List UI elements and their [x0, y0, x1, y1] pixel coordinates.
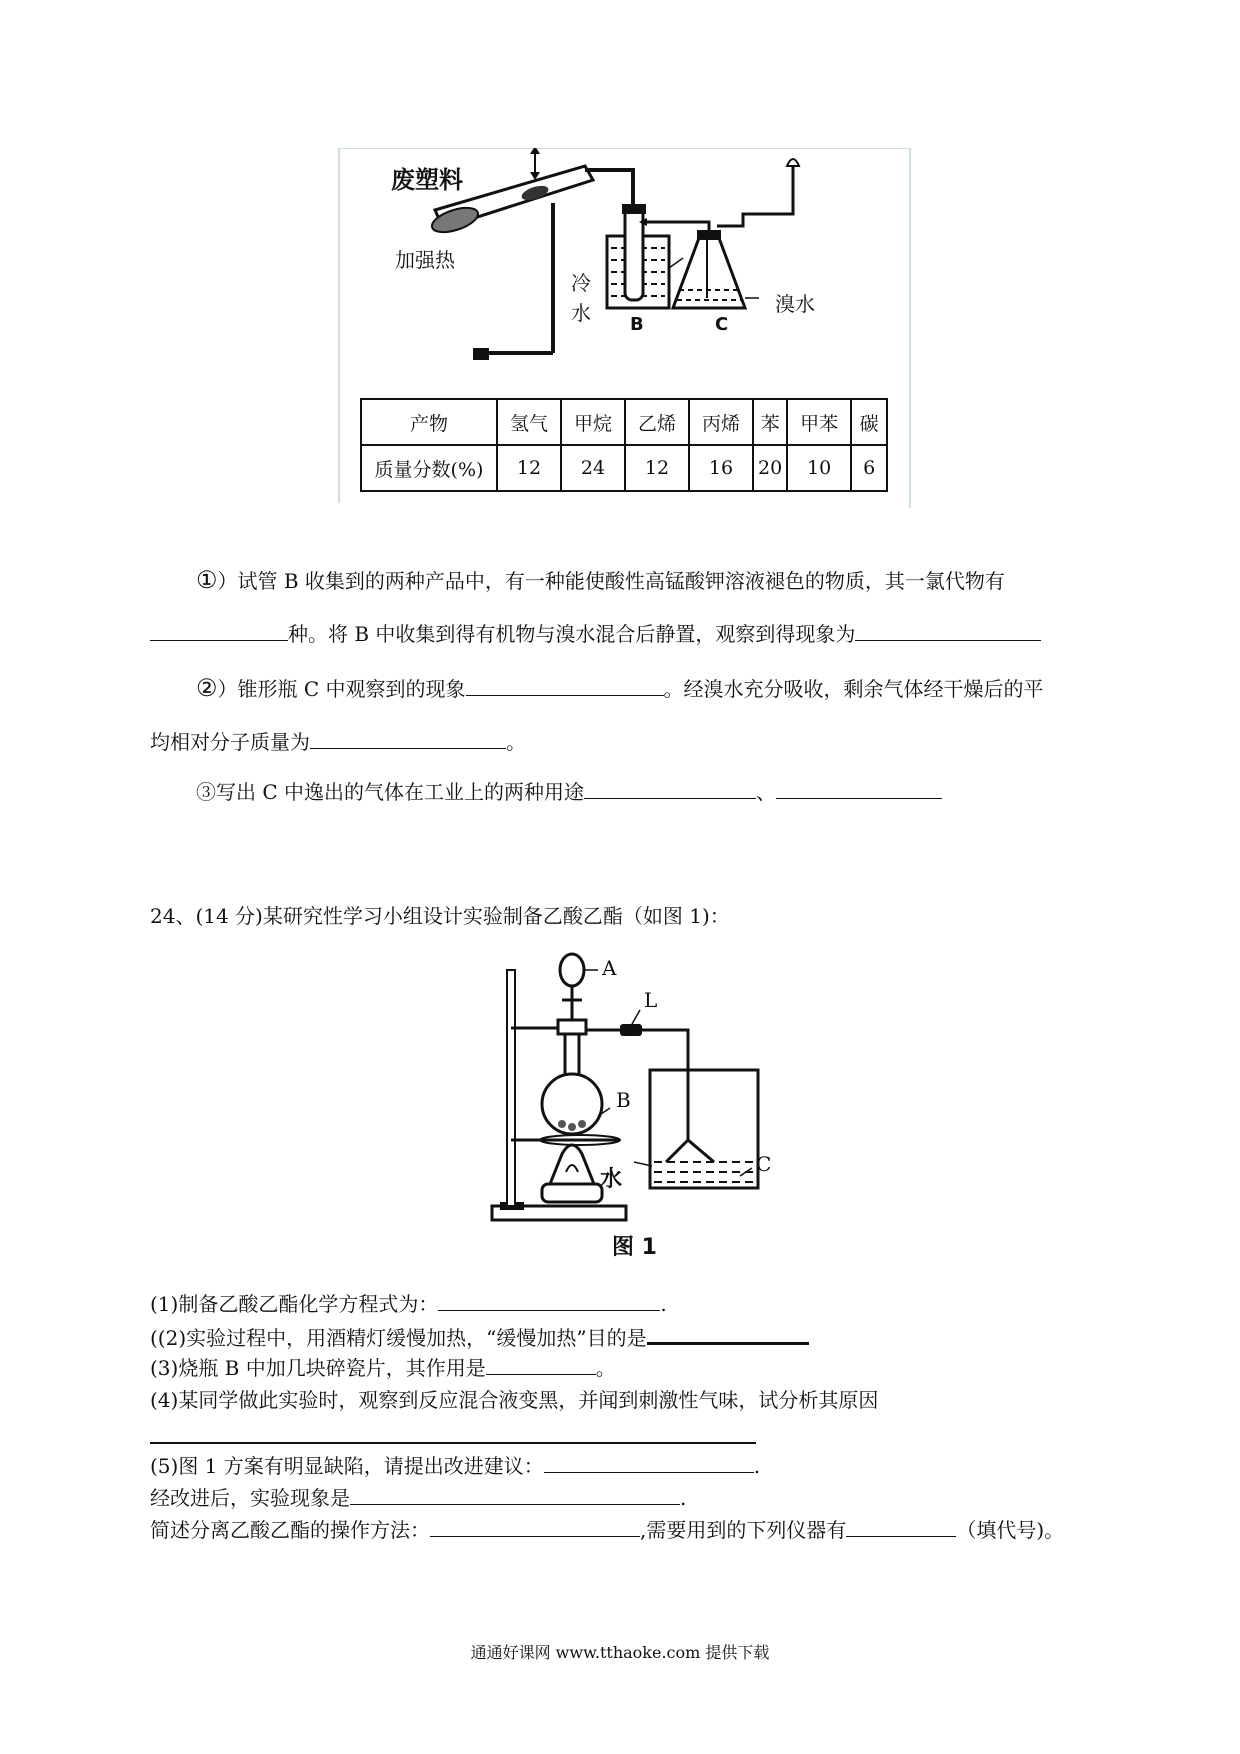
- table-row-products: [361, 399, 887, 445]
- answer-blank[interactable]: [544, 1452, 754, 1473]
- answer-blank[interactable]: [855, 620, 1041, 641]
- fig1-label-B: B: [616, 1088, 631, 1112]
- fig1-label-L: L: [644, 988, 658, 1012]
- q24-title: 24、(14 分)某研究性学习小组设计实验制备乙酸乙酯（如图 1)：: [150, 904, 730, 928]
- answer-blank[interactable]: [584, 778, 756, 799]
- answer-blank[interactable]: [776, 778, 942, 799]
- table-cell: 12: [497, 445, 561, 491]
- product-table: [360, 398, 888, 492]
- label-cold-water: 冷水: [571, 271, 591, 325]
- figure-1: [470, 940, 790, 1270]
- answer-blank[interactable]: [150, 620, 288, 641]
- q24-s7: 简述分离乙酸乙酯的操作方法： ,需要用到的下列仪器有 （填代号)。: [150, 1518, 1065, 1542]
- table-cell: 苯: [753, 399, 787, 445]
- q23-part1-line2: 种。将 B 中收集到得有机物与溴水混合后静置，观察到得现象为: [150, 620, 1041, 648]
- label-C: C: [715, 314, 729, 335]
- table-cell: 碳: [851, 399, 887, 445]
- table-row-fractions: [361, 445, 887, 491]
- top-figure: [335, 148, 915, 508]
- answer-blank[interactable]: [846, 1516, 956, 1537]
- answer-blank[interactable]: [438, 1290, 660, 1311]
- label-B: B: [630, 314, 644, 335]
- table-cell: 16: [689, 445, 753, 491]
- table-header-fraction: 质量分数(%): [361, 445, 497, 491]
- table-cell: 氢气: [497, 399, 561, 445]
- answer-line-s4[interactable]: [150, 1442, 756, 1444]
- table-cell: 6: [851, 445, 887, 491]
- table-cell: 12: [625, 445, 689, 491]
- table-cell: 乙烯: [625, 399, 689, 445]
- table-cell: 甲苯: [787, 399, 851, 445]
- fig1-label-water: 水: [600, 1167, 623, 1192]
- q24-s4: (4)某同学做此实验时，观察到反应混合液变黑，并闻到刺激性气味，试分析其原因: [150, 1388, 879, 1412]
- answer-blank[interactable]: [350, 1484, 680, 1505]
- table-cell: 甲烷: [561, 399, 625, 445]
- q24-s1: (1)制备乙酸乙酯化学方程式为： .: [150, 1292, 667, 1316]
- label-heat: 加强热: [395, 248, 455, 272]
- answer-blank[interactable]: [647, 1322, 809, 1345]
- answer-blank[interactable]: [466, 675, 664, 696]
- q23-part2-line1: ②）锥形瓶 C 中观察到的现象 。经溴水充分吸收，剩余气体经干燥后的平: [196, 674, 1044, 702]
- table-cell: 10: [787, 445, 851, 491]
- table-cell: 24: [561, 445, 625, 491]
- fig1-label-C: C: [756, 1152, 772, 1176]
- label-bromine-water: 溴水: [775, 292, 815, 316]
- fig1-label-A: A: [602, 956, 617, 980]
- label-plastic: 废塑料: [391, 166, 463, 194]
- q24-s6: 经改进后，实验现象是 .: [150, 1486, 687, 1510]
- table-header-product: 产物: [361, 399, 497, 445]
- answer-blank[interactable]: [430, 1516, 640, 1537]
- answer-blank[interactable]: [486, 1354, 596, 1375]
- q24-s5: (5)图 1 方案有明显缺陷，请提出改进建议： .: [150, 1454, 761, 1478]
- table-cell: 20: [753, 445, 787, 491]
- q23-part1-line1: ①）试管 B 收集到的两种产品中，有一种能使酸性高锰酸钾溶液褪色的物质，其一氯代物有: [196, 566, 1005, 594]
- answer-blank[interactable]: [310, 728, 506, 749]
- circled-2-marker: ②: [196, 674, 218, 702]
- q23-part2-line2: 均相对分子质量为 。: [150, 730, 526, 754]
- fig1-caption: 图 1: [612, 1235, 657, 1260]
- table-cell: 丙烯: [689, 399, 753, 445]
- q23-part3-line: ③写出 C 中逸出的气体在工业上的两种用途 、: [196, 778, 942, 806]
- q24-s2: ((2)实验过程中，用酒精灯缓慢加热，“缓慢加热”目的是: [150, 1322, 809, 1352]
- page-footer: 通通好课网 www.tthaoke.com 提供下载: [470, 1643, 770, 1662]
- circled-1-marker: ①: [196, 566, 218, 594]
- q24-s3: (3)烧瓶 B 中加几块碎瓷片，其作用是 。: [150, 1356, 616, 1380]
